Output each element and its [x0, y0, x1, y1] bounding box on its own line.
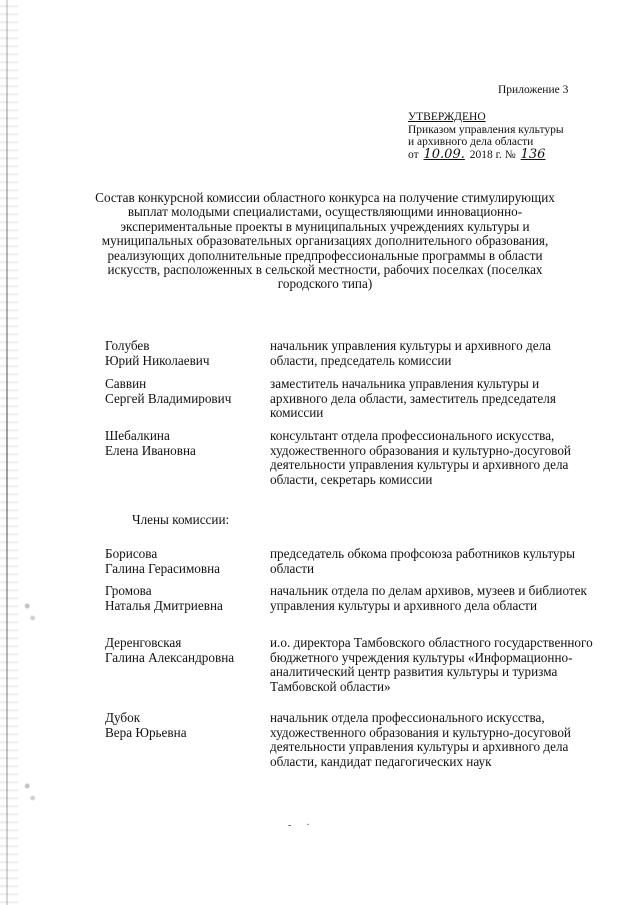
annex-label: Приложение 3 [498, 84, 569, 96]
year-number-label: 2018 г. № [469, 148, 516, 161]
approved-title: УТВЕРЖДЕНО [408, 111, 486, 123]
person-name [105, 339, 265, 368]
handwritten-date: 10.09. [423, 146, 465, 162]
approved-date-line [408, 146, 564, 162]
person-role: начальник отдела профессионального искусства, художественного образования и культурно-досуговой деятельности управления культуры и архивного дела области, кандидат педагогических наук [270, 710, 571, 769]
scan-noise [20, 590, 38, 630]
from-label: от [408, 148, 419, 161]
scan-mark: - · [288, 820, 310, 831]
person-role: начальник отдела по делам архивов, музеев и библиотек управления культуры и архивного дела области [270, 583, 587, 613]
person-surname: Громова [105, 583, 152, 598]
person-surname: Деренговская [105, 635, 182, 650]
scan-edge-artifact [0, 0, 18, 905]
person-surname: Борисова [105, 546, 158, 561]
person-surname: Шебалкина [105, 428, 170, 443]
person-role: начальник управления культуры и архивного дела области, председатель комиссии [270, 338, 552, 368]
person-role: заместитель начальника управления культуры и архивного дела области, заместитель председателя комиссии [270, 376, 556, 421]
approved-order-line: Приказом управления культуры [408, 123, 564, 136]
scan-edge-line [6, 0, 8, 905]
person-role: председатель обкома профсоюза работников культуры области [270, 546, 575, 576]
person-given-name: Юрий Николаевич [105, 352, 210, 368]
person-name [105, 636, 265, 665]
person-given-name: Сергей Владимирович [105, 390, 232, 406]
person-given-name: Галина Александровна [105, 649, 235, 665]
person-given-name: Вера Юрьевна [105, 724, 187, 740]
person-name [105, 584, 265, 613]
document-title: Состав конкурсной комиссии областного конкурса на получение стимулирующих выплат молодыми специалистами, осуществляющими инновационно-экспериментальные проекты в муниципальных учреждениях культуры и муниципальных образовательных организациях дополнительного образования, реализующих дополнительные предпрофессиональные программы в области искусств, расположенных в сельской местности, рабочих поселках (поселках городского типа) [95, 190, 555, 292]
person-given-name: Галина Герасимовна [105, 560, 221, 576]
person-name [105, 429, 265, 458]
scan-noise [20, 770, 38, 810]
person-surname: Голубев [105, 338, 150, 353]
members-heading: Члены комиссии: [132, 512, 230, 527]
approved-dept-line: и архивного дела области [408, 136, 534, 148]
person-surname: Дубок [105, 710, 141, 725]
handwritten-number: 136 [520, 146, 546, 162]
person-name [105, 377, 265, 406]
person-name [105, 711, 265, 740]
person-given-name: Наталья Дмитриевна [105, 597, 223, 613]
person-name [105, 547, 265, 576]
person-surname: Саввин [105, 376, 147, 391]
person-role: и.о. директора Тамбовского областного государственного бюджетного учреждения культуры «Информационно-аналитический центр развития культуры и туризма Тамбовской области» [270, 635, 593, 694]
person-given-name: Елена Ивановна [105, 442, 196, 458]
approval-block [408, 111, 564, 161]
person-role: консультант отдела профессионального искусства, художественного образования и культурно-досуговой деятельности управления культуры и архивного дела области, секретарь комиссии [270, 428, 571, 487]
